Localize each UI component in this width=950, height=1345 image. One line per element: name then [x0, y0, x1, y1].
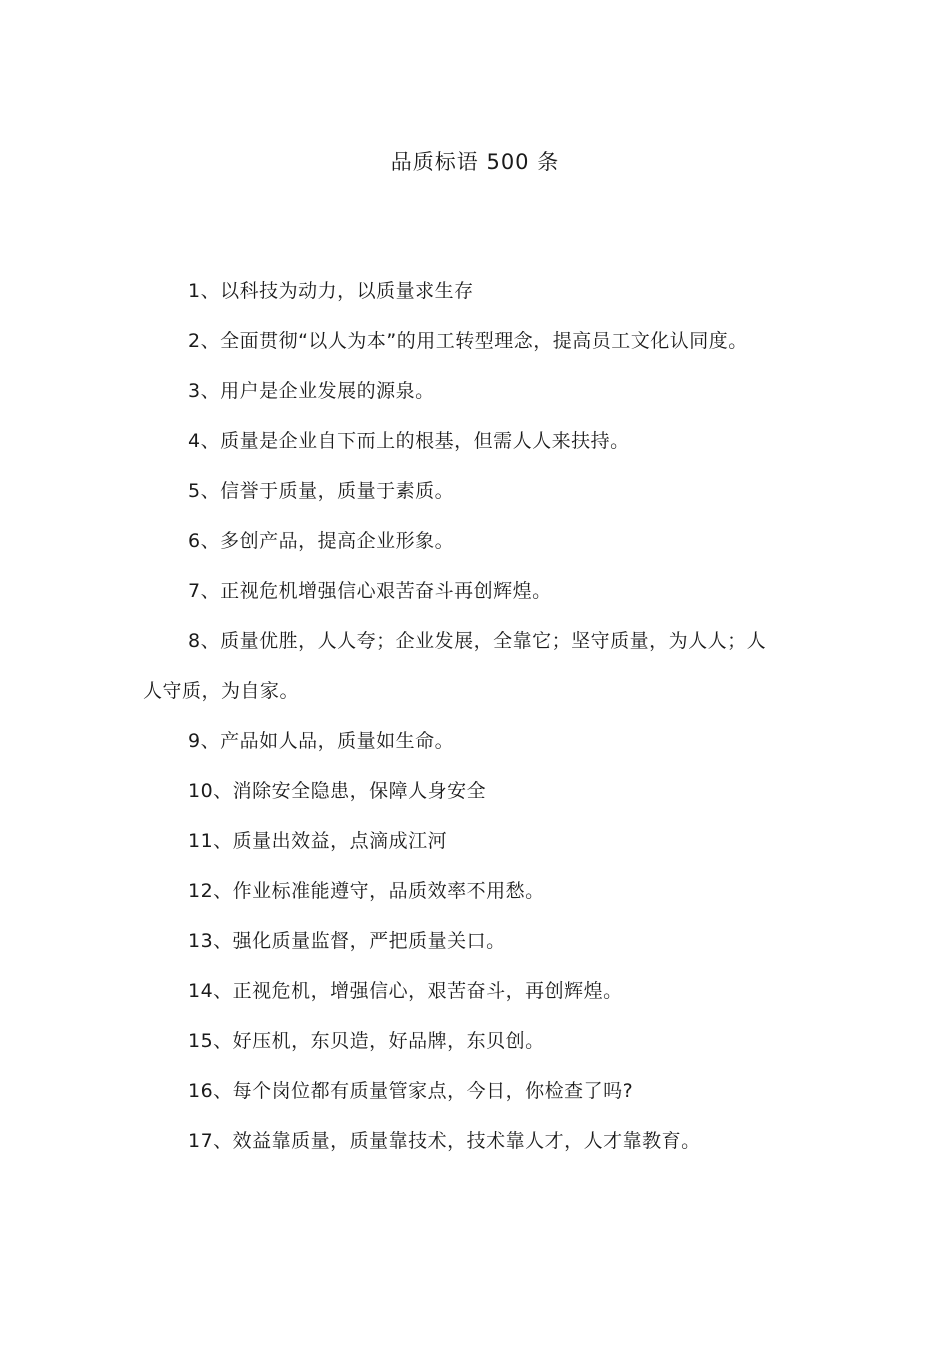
slogan-item: 5、信誉于质量，质量于素质。	[188, 480, 455, 502]
slogan-item: 10、消除安全隐患，保障人身安全	[188, 780, 487, 802]
slogan-item: 4、质量是企业自下而上的根基，但需人人来扶持。	[188, 430, 630, 452]
slogan-item: 6、多创产品，提高企业形象。	[188, 530, 455, 552]
slogan-list	[143, 266, 783, 1166]
slogan-item: 15、好压机，东贝造，好品牌，东贝创。	[188, 1030, 545, 1052]
slogan-item: 9、产品如人品，质量如生命。	[188, 730, 455, 752]
slogan-item: 17、效益靠质量，质量靠技术，技术靠人才，人才靠教育。	[188, 1130, 701, 1152]
slogan-item: 3、用户是企业发展的源泉。	[188, 380, 435, 402]
slogan-item: 11、质量出效益，点滴成江河	[188, 830, 448, 852]
slogan-item: 7、正视危机增强信心艰苦奋斗再创辉煌。	[188, 580, 552, 602]
slogan-item: 1、以科技为动力，以质量求生存	[188, 280, 474, 302]
slogan-item: 8、质量优胜，人人夸；企业发展，全靠它；坚守质量，为人人；人人守质，为自家。	[143, 630, 767, 702]
slogan-item: 16、每个岗位都有质量管家点，今日，你检查了吗?	[188, 1080, 634, 1102]
slogan-item: 13、强化质量监督，严把质量关口。	[188, 930, 506, 952]
slogan-item: 2、全面贯彻“以人为本”的用工转型理念，提高员工文化认同度。	[188, 330, 748, 352]
document-title: 品质标语 500 条	[390, 150, 560, 174]
slogan-item: 14、正视危机，增强信心，艰苦奋斗，再创辉煌。	[188, 980, 623, 1002]
slogan-item: 12、作业标准能遵守，品质效率不用愁。	[188, 880, 545, 902]
